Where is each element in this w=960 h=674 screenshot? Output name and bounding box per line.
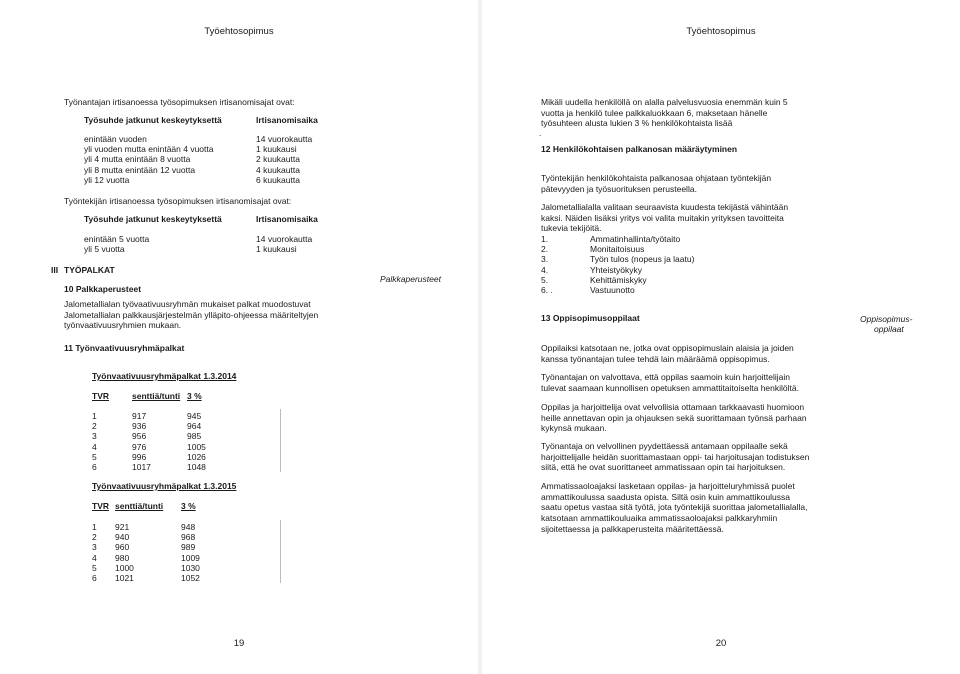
table-cell: 960	[115, 542, 130, 553]
table-cell: 985	[187, 431, 202, 442]
table-cell: 6	[92, 461, 97, 472]
employee-duration-list	[84, 234, 149, 254]
table-cell: enintään 5 vuotta	[84, 234, 150, 244]
section-13-paragraph-5: Ammatissaoloajaksi lasketaan oppilas- ja harjoitteluryhmissä puolet ammattikoulussa saadusta opista. Siltä osin kuin ammattikoulussa saatu opetus vastaa sitä työtä, jota työntekijä suorittaa jalometallialalla, katsotaan ammattikouluaika ammatissaoloajaksi palkkaryhmiin sijoitettaessa ja palkkaperusteita määritettäessä.	[541, 481, 808, 534]
section-12-paragraph-1: Työntekijän henkilökohtaista palkanosaa ohjataan työntekijän pätevyyden ja työsuorituksen perusteella.	[541, 173, 772, 194]
right-page	[482, 0, 960, 674]
table-cell: 5	[92, 451, 97, 462]
section-13-paragraph-1: Oppilaiksi katsotaan ne, jotka ovat oppisopimuslain alaisia ja joiden kanssa työnantajan tulee tehdä lain määräämä oppisopimus.	[541, 343, 794, 364]
employee-col-period-header: Irtisanomisaika	[256, 214, 318, 224]
table-cell: 2	[92, 532, 97, 543]
table-cell: yli 8 mutta enintään 12 vuotta	[84, 164, 196, 175]
section-13-title: 13 Oppisopimusoppilaat	[541, 313, 640, 323]
margin-note: Oppisopimus-	[860, 314, 913, 324]
list-item-number: 2.	[541, 244, 549, 255]
table-cell: 1030	[181, 562, 200, 573]
section-13-paragraph-4: Työnantaja on velvollinen pyydettäessä antamaan oppilaalle sekä harjoittelijalle heidän suorittamastaan oppi- tai harjoitusajan todistuksen siitä, että he ovat suorittaneet ammatissaan opin tai harjoituksen.	[541, 441, 810, 473]
table-cell: 6 kuukautta	[256, 174, 300, 185]
employer-period-list	[256, 134, 312, 185]
table-cell: 5	[92, 562, 97, 573]
chapter-number: III	[51, 265, 59, 275]
wage-table-2014-title: Työnvaativuusryhmäpalkat 1.3.2014	[92, 371, 237, 381]
running-header: Työehtosopimus	[204, 26, 274, 37]
table-cell: yli 12 vuotta	[84, 174, 130, 185]
table-cell: 4	[92, 552, 97, 563]
intro-paragraph: Mikäli uudella henkilöllä on alalla palvelusvuosia enemmän kuin 5 vuotta ja henkilö tulee palkkaluokkaan 6, maksetaan hänelle työsuhteen alusta lukien 3 % henkilökohtaista lisää	[541, 97, 788, 129]
wage-table-2015-tvr-list	[92, 522, 97, 583]
wage-table-2014-col-cents: senttiä/tunti	[132, 391, 181, 401]
wage-table-2014-col-tvr: TVR	[92, 391, 109, 401]
table-cell: 1 kuukausi	[256, 144, 297, 155]
table-cell: 945	[187, 411, 202, 421]
table-cell: yli 4 mutta enintään 8 vuotta	[84, 154, 191, 165]
table-divider	[280, 520, 281, 583]
table-cell: 989	[181, 542, 196, 553]
table-cell: 1048	[187, 461, 206, 472]
table-cell: 3	[92, 542, 97, 553]
section-10-title: 10 Palkkaperusteet	[64, 284, 142, 294]
section-13-paragraph-2: Työnantajan on valvottava, että oppilas saamoin kuin harjoittelijain tulevat saamaan kunnollisen opetuksen ammattitaitoiselta henkilöltä.	[541, 372, 799, 393]
list-item: Kehittämiskyky	[590, 274, 647, 285]
chapter-title: TYÖPALKAT	[64, 265, 115, 275]
list-item: Monitaitoisuus	[590, 244, 645, 255]
table-cell: yli vuoden mutta enintään 4 vuotta	[84, 144, 214, 155]
list-item: Ammatinhallinta/työtaito	[590, 234, 681, 244]
list-item-number: 6. .	[541, 284, 553, 295]
table-cell: 980	[115, 552, 130, 563]
margin-note: Palkkaperusteet	[380, 274, 441, 284]
section-11-title: 11 Työnvaativuusryhmäpalkat	[64, 343, 185, 353]
running-header: Työehtosopimus	[686, 26, 756, 37]
wage-table-2015-col-cents: senttiä/tunti	[115, 501, 164, 511]
table-cell: 1021	[115, 572, 134, 583]
table-cell: yli 5 vuotta	[84, 244, 125, 255]
table-cell: 1	[92, 522, 97, 532]
table-cell: 940	[115, 532, 130, 543]
table-cell: 936	[132, 421, 147, 432]
table-cell: 1017	[132, 461, 151, 472]
table-cell: 917	[132, 411, 147, 421]
table-cell: 996	[132, 451, 147, 462]
wage-table-2015-title: Työnvaativuusryhmäpalkat 1.3.2015	[92, 481, 237, 491]
table-cell: 1005	[187, 441, 206, 452]
margin-note: oppilaat	[874, 324, 904, 334]
list-item: Yhteistyökyky	[590, 264, 642, 275]
table-cell: 921	[115, 522, 130, 532]
wage-table-2015-col-tvr: TVR	[92, 501, 109, 511]
page-number: 20	[715, 638, 727, 649]
section-13-paragraph-3: Oppilas ja harjoittelija ovat velvollisia ottamaan tarkkaavasti huomioon heille annettavan opin ja ohjauksen sekä suorittamaan työnsä parhaan kykynsä mukaan.	[541, 402, 807, 434]
employer-col-duration-header: Työsuhde jatkunut keskeytyksettä	[84, 115, 222, 125]
left-page	[0, 0, 478, 674]
list-item: Vastuunotto	[590, 284, 635, 295]
wage-table-2014-cents-list	[132, 411, 151, 472]
section-10-text: Jalometallialan työvaativuusryhmän mukaiset palkat muodostuvat Jalometallialan palkkausjärjestelmän ylläpito-ohjeessa määriteltyjen työnvaativuusryhmien mukaan.	[64, 299, 319, 331]
employer-duration-list	[84, 134, 213, 185]
table-cell: 3	[92, 431, 97, 442]
list-item-number: 3.	[541, 254, 549, 265]
table-cell: 1 kuukausi	[256, 244, 297, 255]
wage-table-2015-pct-list	[181, 522, 200, 583]
table-cell: 1026	[187, 451, 206, 462]
table-cell: 968	[181, 532, 196, 543]
table-cell: enintään vuoden	[84, 134, 147, 144]
list-item-number: 5.	[541, 274, 549, 285]
table-cell: 948	[181, 522, 196, 532]
table-cell: 976	[132, 441, 147, 452]
employee-notice-title: Työntekijän irtisanoessa työsopimuksen irtisanomisajat ovat:	[64, 196, 292, 206]
table-cell: 14 vuorokautta	[256, 134, 313, 144]
list-item-number: 1.	[541, 234, 549, 244]
list-item-number: 4.	[541, 264, 549, 275]
section-12-title: 12 Henkilökohtaisen palkanosan määräytyminen	[541, 144, 738, 154]
table-cell: 1	[92, 411, 97, 421]
table-cell: 956	[132, 431, 147, 442]
factor-numbers	[541, 234, 553, 295]
table-cell: 14 vuorokautta	[256, 234, 313, 244]
table-cell: 2 kuukautta	[256, 154, 300, 165]
list-item: Työn tulos (nopeus ja laatu)	[590, 254, 695, 265]
employee-period-list	[256, 234, 312, 254]
wage-table-2014-col-pct: 3 %	[187, 391, 202, 401]
table-cell: 1009	[181, 552, 200, 563]
employer-col-period-header: Irtisanomisaika	[256, 115, 318, 125]
table-cell: 4 kuukautta	[256, 164, 300, 175]
table-cell: 1000	[115, 562, 134, 573]
employee-col-duration-header: Työsuhde jatkunut keskeytyksettä	[84, 214, 222, 224]
wage-table-2015-col-pct: 3 %	[181, 501, 196, 511]
wage-table-2015-cents-list	[115, 522, 134, 583]
table-cell: 6	[92, 572, 97, 583]
table-cell: 2	[92, 421, 97, 432]
employer-notice-title: Työnantajan irtisanoessa työsopimuksen irtisanomisajat ovat:	[64, 97, 295, 107]
wage-table-2014-tvr-list	[92, 411, 97, 472]
section-12-paragraph-2: Jalometallialalla valitaan seuraavista kuudesta tekijästä vähintään kaksi. Näiden lisäksi yritys voi valita muitakin yrityksen tavoitteita tukevia tekijöitä.	[541, 202, 789, 234]
page-number: 19	[233, 638, 245, 649]
table-cell: 1052	[181, 572, 200, 583]
intro-dot: .	[539, 128, 542, 138]
wage-table-2014-pct-list	[187, 411, 206, 472]
factor-list	[590, 234, 694, 295]
table-divider	[280, 409, 281, 472]
table-cell: 4	[92, 441, 97, 452]
table-cell: 964	[187, 421, 202, 432]
